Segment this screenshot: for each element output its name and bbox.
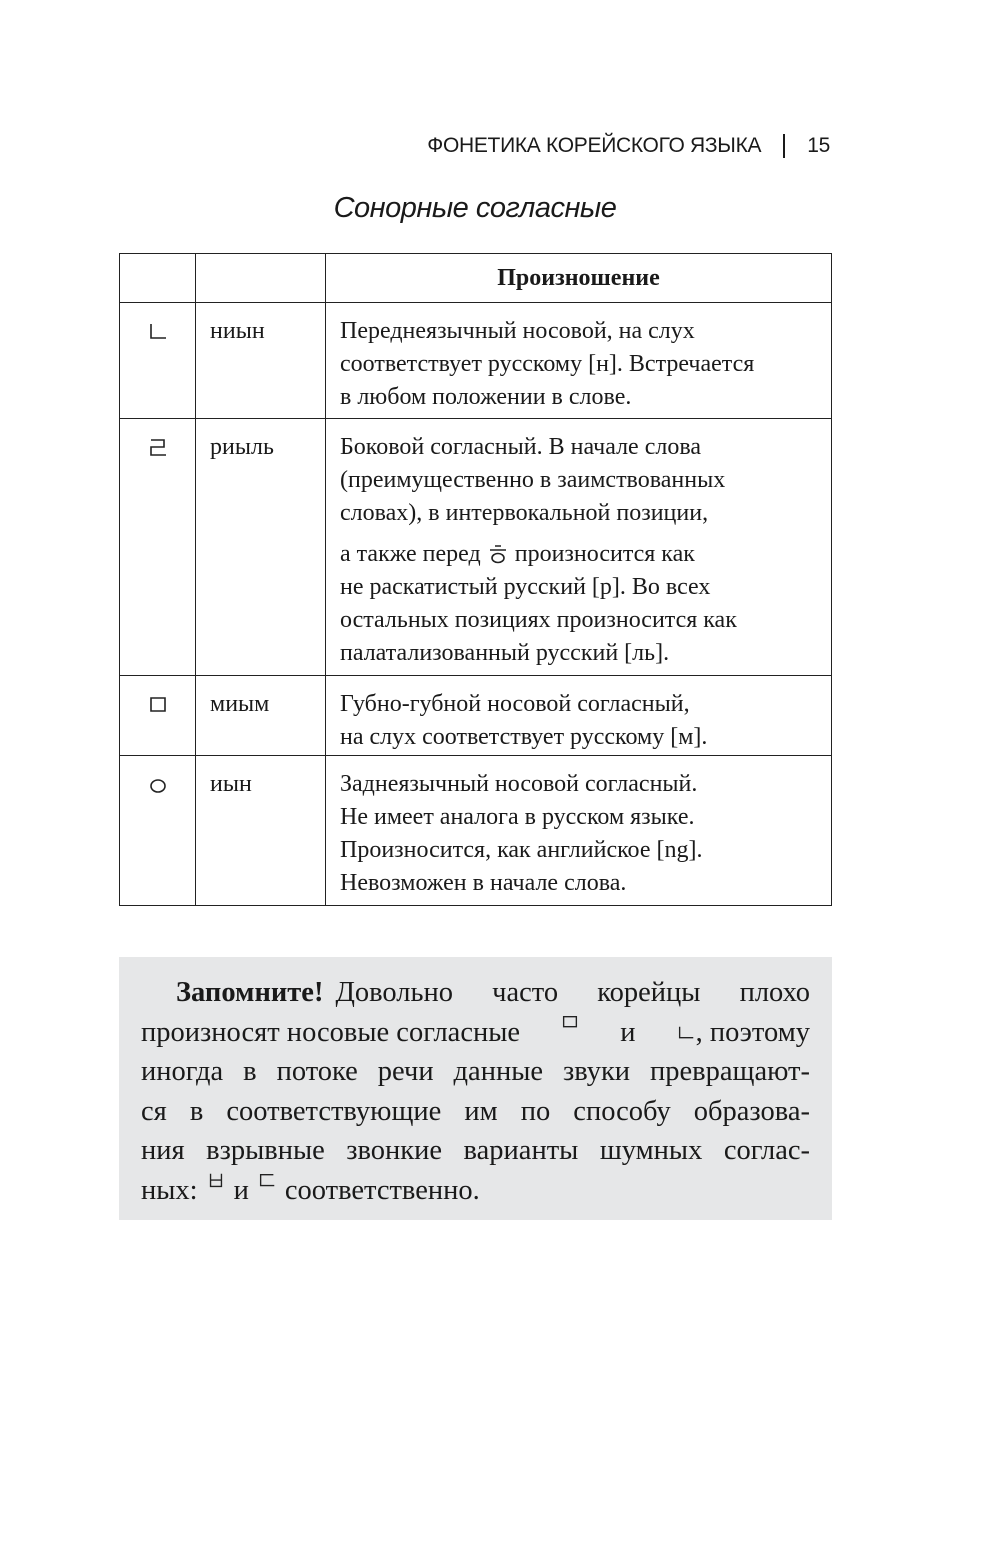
pronunciation-cell: [326, 756, 832, 906]
note-bold-label: Запомните!: [176, 977, 324, 1008]
text-line: Заднеязычный носовой согласный.: [340, 771, 698, 797]
note-line: [141, 973, 810, 1013]
text-line: на слух соответствует русскому [м].: [340, 724, 708, 750]
hangul-ieung-icon: [147, 774, 169, 796]
header-cell-empty: [120, 254, 196, 303]
jamo-name: ниын: [196, 303, 326, 419]
jamo-name: риыль: [196, 419, 326, 676]
text-line: в любом положении в слове.: [340, 384, 632, 410]
text-line: Невозможен в начале слова.: [340, 870, 627, 896]
section-heading: Сонорные согласные: [333, 192, 617, 224]
pronunciation-cell: [326, 676, 832, 756]
note-line: [141, 1013, 810, 1053]
table-row: [120, 303, 832, 419]
hangul-nieun-icon: [676, 1024, 696, 1044]
text-line: (преимущественно в заимствованных: [340, 467, 726, 493]
note-line: [141, 1171, 810, 1211]
jamo-name: миым: [196, 676, 326, 756]
note-line: [141, 1131, 810, 1171]
note-text: Довольно часто корейцы плохо: [335, 977, 810, 1008]
note-text: иногда в потоке речи данные звуки превращают-: [141, 1056, 810, 1087]
note-text: соответственно.: [284, 1174, 480, 1206]
text-line: палатализованный русский [ль].: [340, 640, 670, 666]
text-line: [340, 538, 821, 571]
header-divider: [783, 134, 785, 158]
consonants-table: [119, 253, 832, 906]
hangul-hieut-icon: [487, 544, 509, 566]
note-text: произносят носовые согласные: [141, 1016, 521, 1048]
hangul-mieum-icon: [560, 1013, 580, 1033]
text-line: словах), в интервокальной позиции,: [340, 500, 709, 526]
text-line: Боковой согласный. В начале слова: [340, 434, 702, 460]
remember-note: [119, 957, 832, 1220]
text-line: Не имеет аналога в русском языке.: [340, 804, 695, 830]
text-line: Переднеязычный носовой, на слух: [340, 318, 695, 344]
jamo-name: иын: [196, 756, 326, 906]
hangul-nieun-icon: [147, 321, 169, 343]
note-line: [141, 1052, 810, 1092]
text-line: не раскатистый русский [р]. Во всех: [340, 574, 711, 600]
hangul-rieul-icon: [147, 437, 169, 459]
page-number: 15: [807, 134, 830, 157]
text-line: соответствует русскому [н]. Встречается: [340, 351, 755, 377]
note-text: ных:: [141, 1174, 198, 1206]
table-row: [120, 756, 832, 906]
table-row: [120, 419, 832, 676]
hangul-mieum-icon: [147, 694, 169, 716]
pronunciation-cell: [326, 419, 832, 676]
table-header-row: [120, 254, 832, 303]
note-text: и: [233, 1174, 249, 1206]
table-row: [120, 676, 832, 756]
note-text: и: [620, 1016, 636, 1048]
running-header: [427, 134, 830, 158]
note-text: ния взрывные звонкие варианты шумных соглас-: [141, 1135, 810, 1166]
text-line: остальных позициях произносится как: [340, 607, 737, 633]
header-cell-pronunciation: Произношение: [326, 254, 832, 303]
note-text: ся в соответствующие им по способу образова-: [141, 1095, 810, 1127]
header-cell-empty: [196, 254, 326, 303]
text-line: Губно-губной носовой согласный,: [340, 691, 690, 717]
text-line: Произносится, как английское [ng].: [340, 837, 703, 863]
pronunciation-cell: [326, 303, 832, 419]
hangul-digeut-icon: [257, 1171, 277, 1191]
note-fragment: [676, 1013, 810, 1053]
section-title: ФОНЕТИКА КОРЕЙСКОГО ЯЗЫКА: [427, 134, 762, 157]
note-text: , поэтому: [695, 1016, 810, 1048]
text-fragment: а также перед: [340, 541, 481, 567]
note-line: [141, 1092, 810, 1132]
text-fragment: произносится как: [514, 541, 695, 567]
hangul-bieup-icon: [206, 1171, 226, 1191]
